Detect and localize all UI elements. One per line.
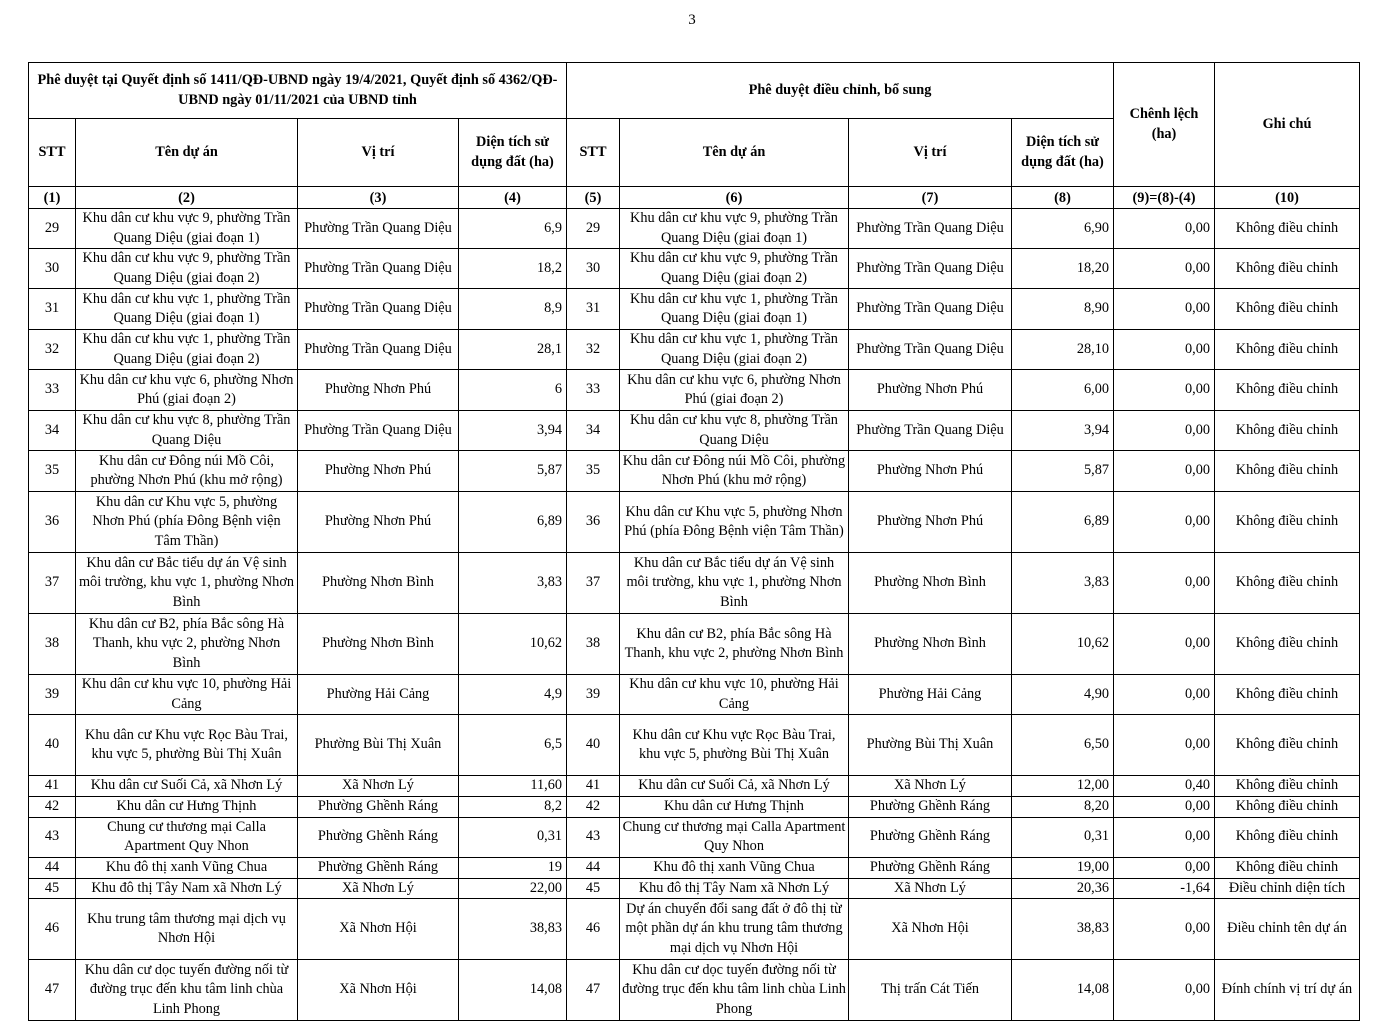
note-cell: Không điều chỉnh bbox=[1215, 330, 1360, 370]
area-cell: 6,89 bbox=[459, 492, 567, 553]
area-adjusted-cell: 10,62 bbox=[1012, 614, 1114, 675]
table-row bbox=[29, 960, 1360, 1021]
project-table bbox=[28, 62, 1360, 1021]
table-row bbox=[29, 553, 1360, 614]
area-cell: 38,83 bbox=[459, 899, 567, 960]
area-adjusted-cell: 5,87 bbox=[1012, 451, 1114, 492]
area-adjusted-cell: 18,20 bbox=[1012, 249, 1114, 289]
project-name-cell: Khu trung tâm thương mại dịch vụ Nhơn Hội bbox=[76, 899, 298, 960]
stt-cell: 46 bbox=[29, 899, 76, 960]
stt-adjusted-cell: 47 bbox=[567, 960, 620, 1021]
project-name-cell: Khu đô thị Tây Nam xã Nhơn Lý bbox=[76, 878, 298, 899]
stt-cell: 43 bbox=[29, 817, 76, 857]
stt-cell: 45 bbox=[29, 878, 76, 899]
header-adjusted-group: Phê duyệt điều chỉnh, bổ sung bbox=[567, 63, 1114, 119]
table-row bbox=[29, 370, 1360, 411]
difference-cell: 0,00 bbox=[1114, 857, 1215, 878]
project-name-cell: Khu dân cư khu vực 1, phường Trần Quang Diệu (giai đoạn 1) bbox=[76, 289, 298, 330]
stt-cell: 41 bbox=[29, 776, 76, 797]
location-adjusted-cell: Phường Nhơn Bình bbox=[849, 553, 1012, 614]
table-row bbox=[29, 817, 1360, 857]
table-row bbox=[29, 614, 1360, 675]
note-cell: Không điều chỉnh bbox=[1215, 817, 1360, 857]
table-row bbox=[29, 451, 1360, 492]
project-name-adjusted-cell: Khu dân cư Hưng Thịnh bbox=[620, 796, 849, 817]
note-cell: Không điều chỉnh bbox=[1215, 857, 1360, 878]
area-cell: 8,2 bbox=[459, 796, 567, 817]
area-cell: 10,62 bbox=[459, 614, 567, 675]
stt-cell: 38 bbox=[29, 614, 76, 675]
project-name-adjusted-cell: Khu dân cư khu vực 6, phường Nhơn Phú (giai đoạn 2) bbox=[620, 370, 849, 411]
stt-adjusted-cell: 39 bbox=[567, 675, 620, 715]
difference-cell: 0,00 bbox=[1114, 209, 1215, 249]
area-adjusted-cell: 8,20 bbox=[1012, 796, 1114, 817]
project-name-cell: Khu đô thị xanh Vũng Chua bbox=[76, 857, 298, 878]
location-cell: Phường Ghềnh Ráng bbox=[298, 817, 459, 857]
area-cell: 5,87 bbox=[459, 451, 567, 492]
note-cell: Không điều chỉnh bbox=[1215, 553, 1360, 614]
area-cell: 8,9 bbox=[459, 289, 567, 330]
note-cell: Không điều chỉnh bbox=[1215, 411, 1360, 451]
project-name-cell: Khu dân cư khu vực 10, phường Hải Cảng bbox=[76, 675, 298, 715]
col-number: (7) bbox=[849, 187, 1012, 209]
area-cell: 4,9 bbox=[459, 675, 567, 715]
project-name-cell: Khu dân cư Đông núi Mồ Côi, phường Nhơn Phú (khu mở rộng) bbox=[76, 451, 298, 492]
stt-cell: 44 bbox=[29, 857, 76, 878]
stt-cell: 32 bbox=[29, 330, 76, 370]
table-row bbox=[29, 899, 1360, 960]
project-name-adjusted-cell: Chung cư thương mại Calla Apartment Quy Nhon bbox=[620, 817, 849, 857]
location-cell: Phường Nhơn Phú bbox=[298, 492, 459, 553]
header-project-name-adjusted: Tên dự án bbox=[620, 119, 849, 187]
project-name-cell: Khu dân cư khu vực 6, phường Nhơn Phú (giai đoạn 2) bbox=[76, 370, 298, 411]
stt-cell: 40 bbox=[29, 715, 76, 776]
location-cell: Xã Nhơn Hội bbox=[298, 960, 459, 1021]
note-cell: Không điều chỉnh bbox=[1215, 249, 1360, 289]
stt-adjusted-cell: 41 bbox=[567, 776, 620, 797]
area-cell: 0,31 bbox=[459, 817, 567, 857]
page-number: 3 bbox=[688, 12, 696, 28]
project-name-adjusted-cell: Khu dân cư khu vực 1, phường Trần Quang Diệu (giai đoạn 2) bbox=[620, 330, 849, 370]
stt-adjusted-cell: 44 bbox=[567, 857, 620, 878]
table-row bbox=[29, 675, 1360, 715]
note-cell: Không điều chỉnh bbox=[1215, 715, 1360, 776]
stt-adjusted-cell: 34 bbox=[567, 411, 620, 451]
stt-cell: 36 bbox=[29, 492, 76, 553]
stt-adjusted-cell: 33 bbox=[567, 370, 620, 411]
difference-cell: 0,00 bbox=[1114, 796, 1215, 817]
stt-adjusted-cell: 29 bbox=[567, 209, 620, 249]
project-name-adjusted-cell: Khu dân cư Khu vực Rọc Bàu Trai, khu vực 5, phường Bùi Thị Xuân bbox=[620, 715, 849, 776]
area-cell: 6,5 bbox=[459, 715, 567, 776]
note-cell: Đính chính vị trí dự án bbox=[1215, 960, 1360, 1021]
note-cell: Điều chỉnh diện tích bbox=[1215, 878, 1360, 899]
note-cell: Điều chỉnh tên dự án bbox=[1215, 899, 1360, 960]
col-number: (3) bbox=[298, 187, 459, 209]
stt-adjusted-cell: 32 bbox=[567, 330, 620, 370]
note-cell: Không điều chỉnh bbox=[1215, 451, 1360, 492]
table-row bbox=[29, 776, 1360, 797]
location-cell: Phường Nhơn Bình bbox=[298, 614, 459, 675]
project-name-adjusted-cell: Khu dân cư dọc tuyến đường nối từ đường trục đến khu tâm linh chùa Linh Phong bbox=[620, 960, 849, 1021]
note-cell: Không điều chỉnh bbox=[1215, 209, 1360, 249]
table-row bbox=[29, 209, 1360, 249]
area-adjusted-cell: 6,89 bbox=[1012, 492, 1114, 553]
area-adjusted-cell: 8,90 bbox=[1012, 289, 1114, 330]
location-adjusted-cell: Phường Ghềnh Ráng bbox=[849, 817, 1012, 857]
project-name-adjusted-cell: Khu dân cư khu vực 9, phường Trần Quang Diệu (giai đoạn 1) bbox=[620, 209, 849, 249]
header-difference: Chênh lệch (ha) bbox=[1114, 63, 1215, 187]
area-adjusted-cell: 38,83 bbox=[1012, 899, 1114, 960]
difference-cell: 0,00 bbox=[1114, 451, 1215, 492]
stt-cell: 47 bbox=[29, 960, 76, 1021]
project-name-adjusted-cell: Khu dân cư khu vực 8, phường Trần Quang Diệu bbox=[620, 411, 849, 451]
header-project-name: Tên dự án bbox=[76, 119, 298, 187]
area-adjusted-cell: 4,90 bbox=[1012, 675, 1114, 715]
project-name-adjusted-cell: Khu dân cư khu vực 10, phường Hải Cảng bbox=[620, 675, 849, 715]
note-cell: Không điều chỉnh bbox=[1215, 492, 1360, 553]
location-adjusted-cell: Phường Trần Quang Diệu bbox=[849, 249, 1012, 289]
project-name-adjusted-cell: Khu đô thị Tây Nam xã Nhơn Lý bbox=[620, 878, 849, 899]
location-cell: Phường Hải Cảng bbox=[298, 675, 459, 715]
note-cell: Không điều chỉnh bbox=[1215, 776, 1360, 797]
difference-cell: 0,00 bbox=[1114, 899, 1215, 960]
location-adjusted-cell: Phường Hải Cảng bbox=[849, 675, 1012, 715]
stt-cell: 42 bbox=[29, 796, 76, 817]
table-row bbox=[29, 715, 1360, 776]
col-number: (9)=(8)-(4) bbox=[1114, 187, 1215, 209]
location-adjusted-cell: Phường Trần Quang Diệu bbox=[849, 289, 1012, 330]
area-cell: 19 bbox=[459, 857, 567, 878]
location-adjusted-cell: Xã Nhơn Lý bbox=[849, 776, 1012, 797]
project-name-cell: Khu dân cư Bắc tiểu dự án Vệ sinh môi trường, khu vực 1, phường Nhơn Bình bbox=[76, 553, 298, 614]
table-row bbox=[29, 878, 1360, 899]
header-area-adjusted: Diện tích sử dụng đất (ha) bbox=[1012, 119, 1114, 187]
location-cell: Phường Trần Quang Diệu bbox=[298, 330, 459, 370]
project-name-adjusted-cell: Khu dân cư Khu vực 5, phường Nhơn Phú (phía Đông Bệnh viện Tâm Thần) bbox=[620, 492, 849, 553]
area-adjusted-cell: 3,94 bbox=[1012, 411, 1114, 451]
project-name-adjusted-cell: Khu dân cư Bắc tiểu dự án Vệ sinh môi trường, khu vực 1, phường Nhơn Bình bbox=[620, 553, 849, 614]
header-location-adjusted: Vị trí bbox=[849, 119, 1012, 187]
difference-cell: -1,64 bbox=[1114, 878, 1215, 899]
table-row bbox=[29, 289, 1360, 330]
difference-cell: 0,00 bbox=[1114, 249, 1215, 289]
project-name-cell: Khu dân cư khu vực 9, phường Trần Quang Diệu (giai đoạn 1) bbox=[76, 209, 298, 249]
area-adjusted-cell: 20,36 bbox=[1012, 878, 1114, 899]
stt-cell: 33 bbox=[29, 370, 76, 411]
project-name-cell: Khu dân cư Hưng Thịnh bbox=[76, 796, 298, 817]
location-adjusted-cell: Phường Nhơn Phú bbox=[849, 492, 1012, 553]
area-adjusted-cell: 12,00 bbox=[1012, 776, 1114, 797]
header-note: Ghi chú bbox=[1215, 63, 1360, 187]
stt-adjusted-cell: 37 bbox=[567, 553, 620, 614]
location-cell: Xã Nhơn Hội bbox=[298, 899, 459, 960]
difference-cell: 0,00 bbox=[1114, 289, 1215, 330]
location-adjusted-cell: Phường Trần Quang Diệu bbox=[849, 330, 1012, 370]
project-name-adjusted-cell: Khu dân cư khu vực 1, phường Trần Quang Diệu (giai đoạn 1) bbox=[620, 289, 849, 330]
location-cell: Phường Nhơn Phú bbox=[298, 451, 459, 492]
area-cell: 3,94 bbox=[459, 411, 567, 451]
table-row bbox=[29, 857, 1360, 878]
area-adjusted-cell: 0,31 bbox=[1012, 817, 1114, 857]
project-name-cell: Khu dân cư B2, phía Bắc sông Hà Thanh, khu vực 2, phường Nhơn Bình bbox=[76, 614, 298, 675]
location-cell: Phường Ghềnh Ráng bbox=[298, 857, 459, 878]
location-adjusted-cell: Phường Nhơn Phú bbox=[849, 370, 1012, 411]
stt-cell: 37 bbox=[29, 553, 76, 614]
stt-adjusted-cell: 46 bbox=[567, 899, 620, 960]
area-adjusted-cell: 6,90 bbox=[1012, 209, 1114, 249]
note-cell: Không điều chỉnh bbox=[1215, 289, 1360, 330]
area-cell: 3,83 bbox=[459, 553, 567, 614]
location-adjusted-cell: Phường Trần Quang Diệu bbox=[849, 411, 1012, 451]
project-name-cell: Khu dân cư Suối Cả, xã Nhơn Lý bbox=[76, 776, 298, 797]
project-name-cell: Khu dân cư dọc tuyến đường nối từ đường trục đến khu tâm linh chùa Linh Phong bbox=[76, 960, 298, 1021]
note-cell: Không điều chỉnh bbox=[1215, 675, 1360, 715]
stt-adjusted-cell: 35 bbox=[567, 451, 620, 492]
col-number: (8) bbox=[1012, 187, 1114, 209]
difference-cell: 0,00 bbox=[1114, 411, 1215, 451]
area-cell: 22,00 bbox=[459, 878, 567, 899]
area-cell: 14,08 bbox=[459, 960, 567, 1021]
area-cell: 28,1 bbox=[459, 330, 567, 370]
location-cell: Xã Nhơn Lý bbox=[298, 776, 459, 797]
table-row bbox=[29, 492, 1360, 553]
area-cell: 18,2 bbox=[459, 249, 567, 289]
col-number: (10) bbox=[1215, 187, 1360, 209]
location-cell: Phường Trần Quang Diệu bbox=[298, 249, 459, 289]
table-row bbox=[29, 249, 1360, 289]
area-cell: 6,9 bbox=[459, 209, 567, 249]
difference-cell: 0,00 bbox=[1114, 675, 1215, 715]
location-adjusted-cell: Xã Nhơn Hội bbox=[849, 899, 1012, 960]
stt-adjusted-cell: 45 bbox=[567, 878, 620, 899]
location-adjusted-cell: Phường Ghềnh Ráng bbox=[849, 857, 1012, 878]
area-cell: 11,60 bbox=[459, 776, 567, 797]
project-name-adjusted-cell: Khu dân cư Suối Cả, xã Nhơn Lý bbox=[620, 776, 849, 797]
stt-cell: 29 bbox=[29, 209, 76, 249]
col-number: (2) bbox=[76, 187, 298, 209]
location-adjusted-cell: Thị trấn Cát Tiến bbox=[849, 960, 1012, 1021]
project-name-adjusted-cell: Khu đô thị xanh Vũng Chua bbox=[620, 857, 849, 878]
difference-cell: 0,40 bbox=[1114, 776, 1215, 797]
project-name-adjusted-cell: Khu dân cư khu vực 9, phường Trần Quang Diệu (giai đoạn 2) bbox=[620, 249, 849, 289]
header-approved-group: Phê duyệt tại Quyết định số 1411/QĐ-UBND ngày 19/4/2021, Quyết định số 4362/QĐ-UBND ngày 01/11/2021 của UBND tỉnh bbox=[29, 63, 567, 119]
stt-adjusted-cell: 30 bbox=[567, 249, 620, 289]
difference-cell: 0,00 bbox=[1114, 614, 1215, 675]
stt-adjusted-cell: 31 bbox=[567, 289, 620, 330]
location-cell: Phường Bùi Thị Xuân bbox=[298, 715, 459, 776]
note-cell: Không điều chỉnh bbox=[1215, 614, 1360, 675]
difference-cell: 0,00 bbox=[1114, 370, 1215, 411]
stt-cell: 31 bbox=[29, 289, 76, 330]
difference-cell: 0,00 bbox=[1114, 330, 1215, 370]
note-cell: Không điều chỉnh bbox=[1215, 796, 1360, 817]
col-number: (4) bbox=[459, 187, 567, 209]
stt-adjusted-cell: 38 bbox=[567, 614, 620, 675]
stt-cell: 30 bbox=[29, 249, 76, 289]
location-cell: Xã Nhơn Lý bbox=[298, 878, 459, 899]
location-cell: Phường Nhơn Bình bbox=[298, 553, 459, 614]
area-adjusted-cell: 14,08 bbox=[1012, 960, 1114, 1021]
location-cell: Phường Trần Quang Diệu bbox=[298, 289, 459, 330]
stt-cell: 34 bbox=[29, 411, 76, 451]
location-adjusted-cell: Phường Bùi Thị Xuân bbox=[849, 715, 1012, 776]
table-row bbox=[29, 411, 1360, 451]
note-cell: Không điều chỉnh bbox=[1215, 370, 1360, 411]
col-number: (5) bbox=[567, 187, 620, 209]
location-adjusted-cell: Phường Trần Quang Diệu bbox=[849, 209, 1012, 249]
project-name-adjusted-cell: Khu dân cư Đông núi Mồ Côi, phường Nhơn Phú (khu mở rộng) bbox=[620, 451, 849, 492]
area-adjusted-cell: 19,00 bbox=[1012, 857, 1114, 878]
project-name-adjusted-cell: Dự án chuyển đổi sang đất ở đô thị từ một phần dự án khu trung tâm thương mại dịch vụ Nhơn Hội bbox=[620, 899, 849, 960]
project-name-cell: Chung cư thương mại Calla Apartment Quy Nhon bbox=[76, 817, 298, 857]
project-name-cell: Khu dân cư Khu vực Rọc Bàu Trai, khu vực 5, phường Bùi Thị Xuân bbox=[76, 715, 298, 776]
table-row bbox=[29, 330, 1360, 370]
location-cell: Phường Nhơn Phú bbox=[298, 370, 459, 411]
col-number: (6) bbox=[620, 187, 849, 209]
area-cell: 6 bbox=[459, 370, 567, 411]
project-name-cell: Khu dân cư khu vực 9, phường Trần Quang Diệu (giai đoạn 2) bbox=[76, 249, 298, 289]
header-location: Vị trí bbox=[298, 119, 459, 187]
project-name-cell: Khu dân cư khu vực 8, phường Trần Quang Diệu bbox=[76, 411, 298, 451]
project-name-cell: Khu dân cư khu vực 1, phường Trần Quang Diệu (giai đoạn 2) bbox=[76, 330, 298, 370]
location-adjusted-cell: Phường Nhơn Phú bbox=[849, 451, 1012, 492]
location-adjusted-cell: Phường Ghềnh Ráng bbox=[849, 796, 1012, 817]
stt-adjusted-cell: 42 bbox=[567, 796, 620, 817]
project-name-cell: Khu dân cư Khu vực 5, phường Nhơn Phú (phía Đông Bệnh viện Tâm Thần) bbox=[76, 492, 298, 553]
location-adjusted-cell: Xã Nhơn Lý bbox=[849, 878, 1012, 899]
difference-cell: 0,00 bbox=[1114, 960, 1215, 1021]
header-stt: STT bbox=[29, 119, 76, 187]
col-number: (1) bbox=[29, 187, 76, 209]
location-cell: Phường Trần Quang Diệu bbox=[298, 209, 459, 249]
area-adjusted-cell: 3,83 bbox=[1012, 553, 1114, 614]
difference-cell: 0,00 bbox=[1114, 492, 1215, 553]
stt-cell: 35 bbox=[29, 451, 76, 492]
header-stt-adjusted: STT bbox=[567, 119, 620, 187]
location-adjusted-cell: Phường Nhơn Bình bbox=[849, 614, 1012, 675]
difference-cell: 0,00 bbox=[1114, 715, 1215, 776]
area-adjusted-cell: 28,10 bbox=[1012, 330, 1114, 370]
table-row bbox=[29, 796, 1360, 817]
area-adjusted-cell: 6,00 bbox=[1012, 370, 1114, 411]
project-name-adjusted-cell: Khu dân cư B2, phía Bắc sông Hà Thanh, khu vực 2, phường Nhơn Bình bbox=[620, 614, 849, 675]
difference-cell: 0,00 bbox=[1114, 817, 1215, 857]
difference-cell: 0,00 bbox=[1114, 553, 1215, 614]
stt-adjusted-cell: 40 bbox=[567, 715, 620, 776]
location-cell: Phường Trần Quang Diệu bbox=[298, 411, 459, 451]
stt-adjusted-cell: 43 bbox=[567, 817, 620, 857]
location-cell: Phường Ghềnh Ráng bbox=[298, 796, 459, 817]
stt-cell: 39 bbox=[29, 675, 76, 715]
header-area: Diện tích sử dụng đất (ha) bbox=[459, 119, 567, 187]
area-adjusted-cell: 6,50 bbox=[1012, 715, 1114, 776]
stt-adjusted-cell: 36 bbox=[567, 492, 620, 553]
